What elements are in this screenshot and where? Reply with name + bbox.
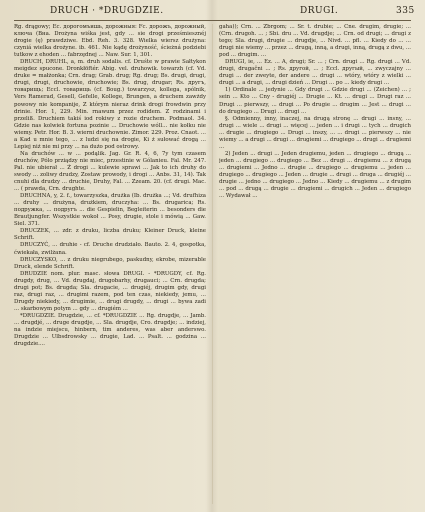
header-right-entry: DRUGI. bbox=[300, 6, 339, 16]
running-header bbox=[0, 6, 425, 20]
right-column bbox=[219, 24, 411, 506]
left-paragraph: DRUCZYSKO, ... z druku niegrubego, paskudny, ekrobe, mizerable Druck, elende Schrift. bbox=[14, 256, 206, 270]
left-paragraph: DRUDZIE nom. plur. masc. słowa DRUGI. - *DRUGDY, cf. Rg. drugdy, drug, ... Vd. drugdaj, drugobarhy, drugauci; ... Crn. drugda; drugi pot; Bs. drugda; Sla. drugacie, ... drugiéj, drugim gdy, drugi raz, drugi raz, ... drugimi razem, pod ten czas, niekiedy, jemu, ... Drugdy niekiedy, ... drugimie, ... drugi drugdy, ... drugi ... bywa zadi ... skarbowym potym ... gdy ... drugiém ... bbox=[14, 270, 206, 312]
left-paragraph: Na druchów ... w ... podąlik. Jag. Gr. R. 4, 6, 7y tym czasem druchów, Pólo prziądzy nie miec, przestinie w Gólanieu. Fal. Mr. 247. Pal. nie ubierał ... Ż drogi ... kulewie sprawi ... Jak to ich druhy do swody ... zoliwy drudzy, Zostaw prowody, i drogi ... Anbs. 31, 14). Tak cnuhi dla drudzy ... druchie, Druhy, Fal. ... Zzeam. 20. (cf. drugi. Mac. ... ( prawda, Crn. drughte. bbox=[14, 150, 206, 193]
right-paragraph: gaha)); Crn. ... Zbrgom; ... Sr. t. drubie; ... Cne. drugim, drugie; ... (Crn. drugoh. ... ; Sbi. dru ... Vd. drugdje; ... Crn. od drugi; ... drugi z tego; Sla. drugi, drugie ... drugdje, ... Nivd. ... pfl. ... Kiedy do ... ... drugi nie wiemy ... przez ... drugą, inną, a drugi, inną, drugą z dwu, ... pod ... drugim. ... bbox=[219, 24, 411, 59]
right-paragraph: DRUGI, ie, ... Ez. ... A, drugi; Sr. ... ; Crn. drugi ... Rg. drugi ... Vd. drugi, drugačni ... ; Rs. другой, ... ; Eccl. другый, ... zwyczajny ... drugi ... der zweyte, der andere ... drugi ... wtóry, wtóry z wielki ... drugi ... a drugi, ... drugi dzień ... Drugi ... po ... kiedy drugi ... bbox=[219, 59, 411, 87]
left-paragraph: DRUCZEK, ... zdr. z druku, liczba druku; Kleiner Druck, kleine Schrift. bbox=[14, 228, 206, 242]
left-paragraph: DRUCHNA, y, 2. f., towarzyszka, drużka (Ib. drużka ...; Vd. drufhiza ... druhy ... drużyna, drużkiem, druczyha: ... Bs. drugarica; Rs. подружка, ... подругъ ... die Gespielin, Begleiterin ... besonders die Brautjungfer. Wszystkie wokoł ... Posy, drugie, stole i mówią ... Gaw. Siel. 371. bbox=[14, 193, 206, 228]
left-paragraph: Ŕg. drągowy; Ec. дорогомъишь, дорожныя: Fc. дорожъ, дорожный, ключа (Вна. Drożyna wiśka jest, gdy ... sie drogi prześmiesznéj drogie (ę) prawdziwe. Ebd. Reh. 3. 328. Wielka wiersz drużyna: czyniá wielka drożyne. ib. 461. Nie kądę drożyność, ścieżná podziebi tutkow z ehoden ... fabrzędnej ... Naw. Sur. 1, 301. bbox=[14, 24, 206, 59]
left-column bbox=[14, 24, 206, 506]
right-paragraph: 2) Jeden ... drugi ... Jeden drugiemu, jeden ... drugiego ... drugą ... jeden ... drugiego ... drugiego ... Bez ... drugi ... drugiemu ... z drugą ... drugiemi ... Jedno ... drugie ... drugiego ... drugiemu ... jeden ... drugiego ... drugiego ... Jeden ... drugie ... drugi ... druga ... drugiéj ... drugie ... jedno ... drugiego ... Jedno ... Kiedy ... drugiemu ... z drugim ... pod ... drugą ... drugie ... drugiemi ... drugich ... Jeden ... drugiego ... Wydawał ... bbox=[219, 150, 411, 200]
column-divider bbox=[212, 24, 213, 504]
left-paragraph: *DRUGDZIE. Drugdzie, ... cf. *DRUGDZIE ... Rg. drugdje, ... Jamb. ... drugdjé, ... druge drugdje, ... Sla. drugdje, Cro. drugdje; ... indziej, na indzie miejscu, hinbern, tim anderes, was aber anderswo. Drugdzie ... Ulbsdrowsky ... drugie, Lad. ... Psalt. ... godzina ... drugdzie.... bbox=[14, 312, 206, 348]
left-paragraph: DRUCH, DRUHL, a, m. druh sodalis. cf. Druśte w prawie Sałtykon meigdez spucone. Dronkłöftér. Abig. vel. druhowik. towarzh (cf. Vd. druke = małżonka; Crn. drag; Grab. drug; Rg. drug; Bs. drugi, drugi, drugi, drugi, druchowie, druchowie; Bs. drug, drugar; Rs. другъ, товарищь; Eccl. товарищь (cf. Boug.) towarzysz, kollega, spólnik, Vers Ramerad, Gesell, Gefelle, Kollege, Brungen, a druchem zawżdy powowy nie kompanije, Z którym nieraz drink drogi frowdwin przy drinie. Hor. 1, 229. Min. rnawum przez rodidem. Z rodzinami i przeliß. Druchiem takiś iod rokiwy z rozie druchem. Podmaol. 34. Gdzie nas kolwiek fortuna pozinie ... Druchowie wóll... nie kołku nie wiemy. Petr. Hor. B. 3. wierni druchownie. Zimor. 229. Proz. Cnaot. ... a Kad u mnie tego, ... z ludzi się na drogie, Ki ż sułować drogą ... Lepiej niż nie mi przy ... na dużo pod ostrowy. bbox=[14, 59, 206, 150]
page-number: 335 bbox=[396, 6, 415, 16]
header-rule bbox=[14, 20, 411, 21]
right-paragraph: 1) Ordinale ... jedynie ... Gdy drugi ... Gdzie drugi ... (Zeichen) ... ; sein ... Kto ... Cny - drugiéj ... Drugie ... Kt. ... drugi ... Drugi raz ... Drugi ... pierwszy, ... drugi ... Po drugie ... drugim ... Jest ... drugi ... do drugiego ... Drugi ... drugi ... bbox=[219, 87, 411, 115]
left-paragraph: DRUCZYĆ, ... druhie - cf. Druche drudziało. Bauto. 2. 4, gospotka, ćwiekała, zwilżana. bbox=[14, 242, 206, 256]
header-left-entries: DRUCH · *DRUGDZIE. bbox=[50, 6, 164, 16]
right-paragraph: §. Odmienny, inny, inaczej, na drugą stronę ... drugi ... insny, ... drugi ... wiele ... drugi ... więcej ... jeden ... i drugi ... tych ... drugich ... drugie ... drugiego ... Drugi ... inszy, ... ... drugi ... pierwszy ... nie wiemy ... a drugi ... drugi ... drugiemi ... drugiego ... drugi ... drugiemi ... bbox=[219, 115, 411, 150]
